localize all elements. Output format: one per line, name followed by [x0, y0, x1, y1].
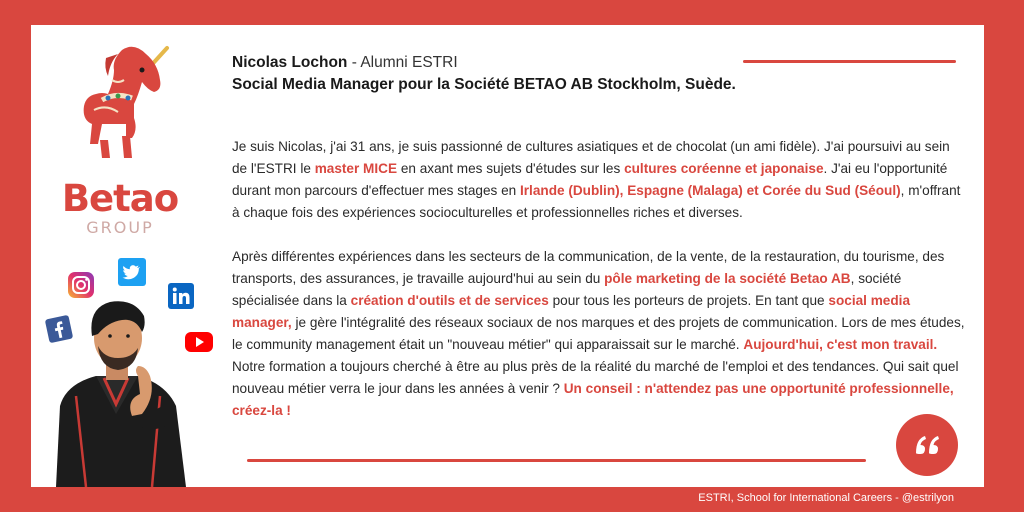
text-span: Notre formation a toujours cherché à être au plus près de la réalité du marché de l'emploi et des tendances. Qui sait quel nouveau métier verra le jour dans les années à venir ? — [232, 359, 959, 396]
testimonial-body — [232, 136, 967, 444]
logo-word: Betao — [61, 177, 179, 220]
text-span: en axant mes sujets d'études sur les — [397, 161, 625, 176]
highlight: Aujourd'hui, c'est mon travail. — [743, 337, 938, 352]
quote-badge — [896, 414, 958, 476]
dala-unicorn-icon — [72, 40, 184, 165]
author-role: - Alumni ESTRI — [347, 54, 458, 71]
testimonial-header — [232, 52, 752, 96]
footer-credit: ESTRI, School for International Careers - @estrilyon — [698, 492, 954, 504]
highlight: Irlande (Dublin), Espagne (Malaga) et Corée du Sud (Séoul) — [519, 183, 901, 198]
paragraph-1 — [232, 136, 967, 224]
betao-group-logo — [58, 177, 182, 238]
decorative-line-top — [743, 60, 956, 63]
author-name: Nicolas Lochon — [232, 54, 348, 71]
text-span: , m'offrant à chaque fois des expériences socioculturelles et professionnelles riches et diverses. — [232, 183, 961, 220]
thinking-man-illustration — [46, 296, 196, 487]
highlight: cultures coréenne et japonaise — [624, 161, 824, 176]
twitter-icon — [117, 257, 147, 287]
text-span: Après différentes expériences dans les secteurs de la communication, de la vente, de la restauration, du tourisme, des transports, des assurances, je travaille aujourd'hui au sein du — [232, 249, 945, 286]
text-span: pour tous les porteurs de projets. En tant que — [548, 293, 829, 308]
text-span: Je suis Nicolas, j'ai 31 ans, je suis passionné de cultures asiatiques et de chocolat (un ami fidèle). J'ai poursuivi au sein de l'ESTRI le — [232, 139, 950, 176]
highlight: pôle marketing de la société Betao AB — [604, 271, 851, 286]
instagram-icon — [67, 271, 95, 299]
text-span: , société spécialisée dans la — [232, 271, 902, 308]
paragraph-2 — [232, 246, 967, 422]
decorative-line-bottom — [247, 459, 866, 462]
highlight: Un conseil : n'attendez pas une opportunité professionnelle, créez-la ! — [232, 381, 954, 418]
text-span: . J'ai eu l'opportunité durant mon parcours d'effectuer mes stages en — [232, 161, 948, 198]
text-span: je gère l'intégralité des réseaux sociaux de nos marques et des projets de communication. Lors de mes études, le community management était un "nouveau métier" qui apparaissait sur le marché. — [232, 315, 965, 352]
logo-sub: GROUP — [86, 218, 154, 237]
highlight: social media manager, — [232, 293, 911, 330]
quote-mark-icon — [912, 433, 942, 457]
author-line — [232, 52, 752, 74]
highlight: master MICE — [314, 161, 398, 176]
highlight: création d'outils et de services — [350, 293, 549, 308]
author-title: Social Media Manager pour la Société BETAO AB Stockholm, Suède. — [232, 76, 736, 93]
